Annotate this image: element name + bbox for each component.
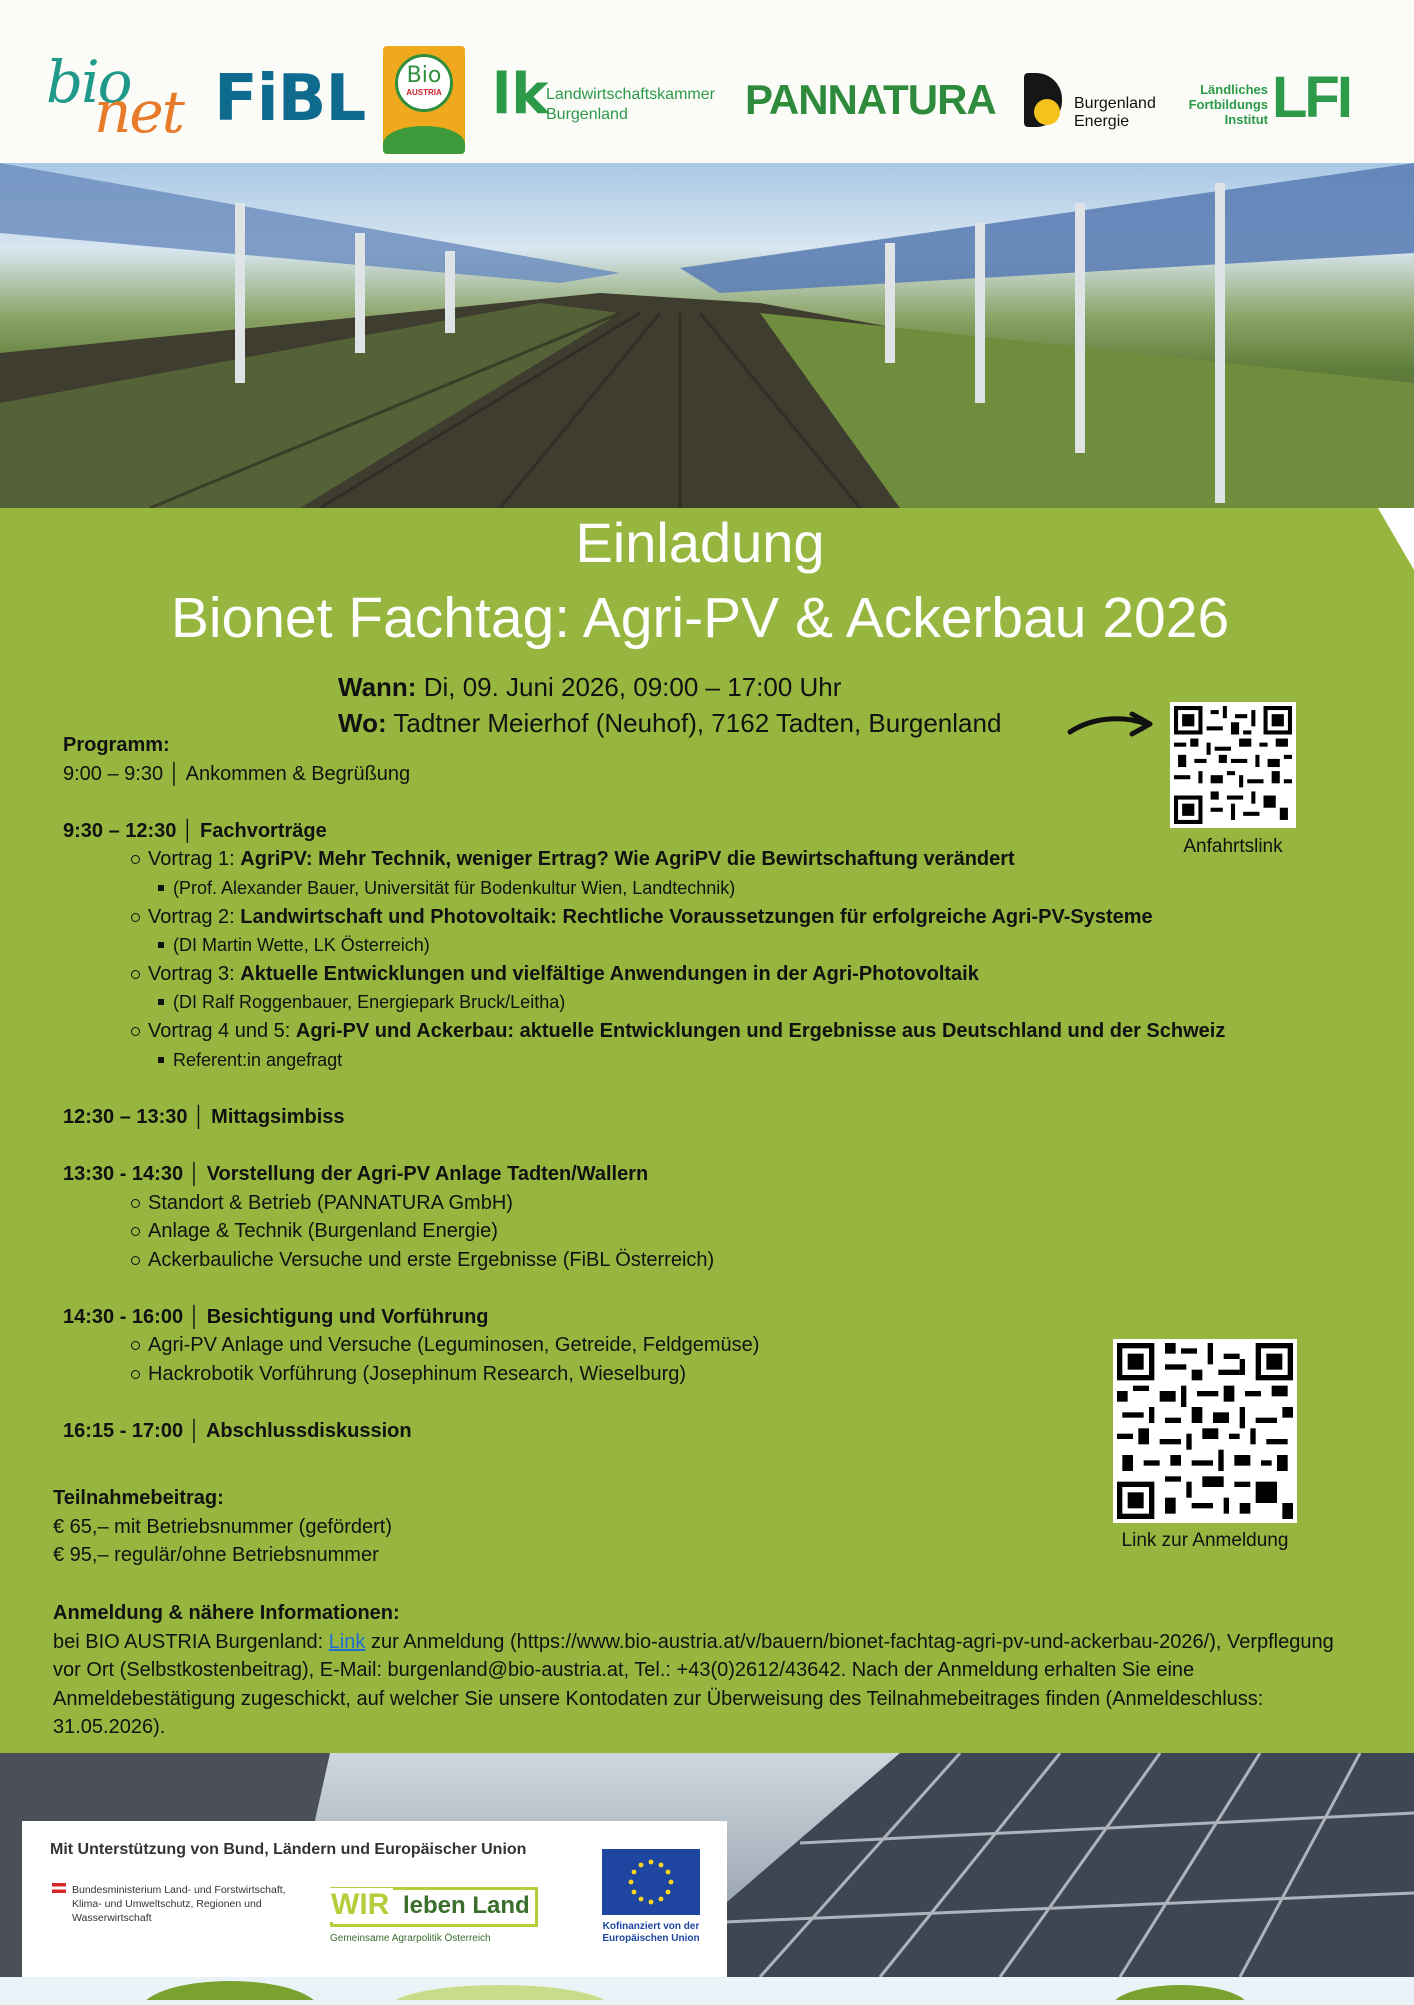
wir-leben-land-logo	[330, 1887, 538, 1927]
talk-3	[63, 960, 1343, 989]
talk-4-speaker: Referent:in angefragt	[63, 1046, 1343, 1075]
program-slot-5: 14:30 - 16:00 │ Besichtigung und Vorführung	[63, 1305, 489, 1328]
slot-5-item: Agri-PV Anlage und Versuche (Leguminosen, Getreide, Feldgemüse)	[63, 1331, 1343, 1360]
talk-1-title: AgriPV: Mehr Technik, weniger Ertrag? Wie AgriPV die Bewirtschaftung verändert	[240, 848, 1015, 871]
event-title: Bionet Fachtag: Agri-PV & Ackerbau 2026	[170, 586, 1230, 650]
slot-4-item: Anlage & Technik (Burgenland Energie)	[63, 1217, 1343, 1246]
fee-line-1: € 65,– mit Betriebsnummer (gefördert)	[53, 1515, 393, 1538]
ministry-name: Bundesministerium Land- und Forstwirtschaft, Klima- und Umweltschutz, Regionen und Wasserwirtschaft	[72, 1884, 286, 1924]
program-slot-3: 12:30 – 13:30 │ Mittagsimbiss	[63, 1105, 345, 1128]
lfi-line1: Ländliches	[1200, 82, 1268, 97]
registration-link[interactable]: Link	[328, 1630, 366, 1653]
lk-line1: Landwirtschaftskammer	[546, 86, 715, 103]
event-when	[338, 672, 841, 703]
directions-qr-label: Anfahrtslink	[1183, 836, 1283, 857]
slot-4-item: Standort & Betrieb (PANNATURA GmbH)	[63, 1189, 1343, 1218]
where-label: Wo:	[338, 708, 387, 738]
lk-mark: lk	[492, 62, 549, 127]
burgenland-energie-line1: Burgenland	[1074, 95, 1156, 112]
bottom-strip	[0, 1977, 1414, 2000]
burgenland-energie-logo	[1024, 73, 1164, 129]
eu-flag-icon	[602, 1849, 700, 1915]
program-slot-1	[63, 760, 1343, 789]
qr-code-icon	[1117, 1343, 1293, 1519]
talk-4	[63, 1017, 1343, 1046]
fee-line-2: € 95,– regulär/ohne Betriebsnummer	[53, 1544, 379, 1567]
lfi-mark: LFI	[1272, 65, 1350, 130]
bionet-logo	[46, 48, 186, 146]
fee-heading: Teilnahmebeitrag:	[53, 1487, 224, 1509]
when-label: Wann:	[338, 672, 417, 702]
hero-photo-illustration	[0, 163, 1414, 508]
pannatura-logo: PANNATURA	[745, 76, 996, 123]
talk-2-prefix: Vortrag 2:	[148, 905, 241, 928]
talk-4-title: Agri-PV und Ackerbau: aktuelle Entwicklungen und Ergebnisse aus Deutschland und der Schweiz	[295, 1019, 1226, 1042]
talk-4-prefix: Vortrag 4 und 5:	[148, 1019, 296, 1042]
eu-stars-icon	[602, 1849, 700, 1915]
bionet-logo-bottom: net	[94, 78, 183, 146]
wir-logo-a: WIR	[327, 1888, 393, 1922]
eu-cofinanced-label: Kofinanziert von der Europäischen Union	[602, 1921, 700, 1944]
fibl-logo: FiBL	[214, 62, 366, 136]
talk-2-title: Landwirtschaft und Photovoltaik: Rechtliche Voraussetzungen für erfolgreiche Agri-PV-Systeme	[240, 905, 1153, 928]
hills-illustration	[0, 1977, 1414, 2000]
logo-bar	[0, 0, 1414, 163]
bio-austria-disc	[395, 54, 453, 112]
talk-3-title: Aktuelle Entwicklungen und vielfältige Anwendungen in der Agri-Photovoltaik	[240, 962, 979, 985]
hero-photo	[0, 163, 1414, 508]
bio-austria-logo	[383, 46, 465, 154]
program-heading: Programm:	[63, 734, 170, 756]
talk-2	[63, 903, 1343, 932]
wir-logo-b: leben Land	[403, 1892, 530, 1919]
talk-1	[63, 845, 1343, 874]
burgenland-energie-dot	[1034, 99, 1060, 125]
slot-1-title: Ankommen & Begrüßung	[181, 762, 411, 785]
funding-heading: Mit Unterstützung von Bund, Ländern und Europäischer Union	[50, 1841, 527, 1858]
slot-4-item: Ackerbauliche Versuche und erste Ergebnisse (FiBL Österreich)	[63, 1246, 1343, 1275]
when-value: Di, 09. Juni 2026, 09:00 – 17:00 Uhr	[416, 672, 842, 702]
registration-qr-label: Link zur Anmeldung	[1121, 1530, 1289, 1551]
lfi-line2: Fortbildungs	[1188, 97, 1268, 112]
burgenland-energie-line2: Energie	[1074, 113, 1130, 130]
bio-austria-hill	[383, 126, 465, 154]
talk-2-speaker: (DI Martin Wette, LK Österreich)	[63, 931, 1343, 960]
program-slot-2: 9:30 – 12:30 │ Fachvorträge	[63, 819, 327, 842]
talk-1-speaker: (Prof. Alexander Bauer, Universität für Bodenkultur Wien, Landtechnik)	[63, 874, 1343, 903]
registration-text	[53, 1628, 1343, 1742]
lfi-logo	[1180, 62, 1370, 132]
invitation-title: Einladung	[575, 511, 825, 574]
lfi-line3: Institut	[1224, 112, 1268, 127]
where-value: Tadtner Meierhof (Neuhof), 7162 Tadten, Burgenland	[386, 708, 1002, 738]
bio-austria-main: Bio	[406, 63, 442, 88]
slot-1-time: 9:00 – 9:30 │	[63, 762, 182, 785]
talk-3-prefix: Vortrag 3:	[148, 962, 241, 985]
talk-1-prefix: Vortrag 1:	[148, 848, 241, 871]
registration-body: zur Anmeldung (https://www.bio-austria.at/v/bauern/bionet-fachtag-agri-pv-und-ackerbau-2026/), Verpflegung vor Ort (Selbstkostenbeitrag), E-Mail: burgenland@bio-austria.at, Tel.: +43(0)2612/43642. Nach der Anmeldung erhalten Sie eine Anmeldebestätigung zugeschickt, auf welcher Sie unsere Kontodaten zur Überweisung des Teilnahmebeitrages finden (Anmeldeschluss: 31.05.2026).	[53, 1630, 1334, 1739]
bionet-logo-top: bio	[46, 48, 131, 116]
funding-box	[22, 1821, 727, 1977]
bio-austria-sub: AUSTRIA	[406, 88, 442, 97]
registration-prefix: bei BIO AUSTRIA Burgenland:	[53, 1630, 329, 1653]
program-slot-6: 16:15 - 17:00 │ Abschlussdiskussion	[63, 1420, 412, 1443]
registration-block	[53, 1599, 1343, 1742]
lk-line2: Burgenland	[546, 106, 628, 123]
registration-qr-code[interactable]	[1113, 1339, 1297, 1523]
registration-heading: Anmeldung & nähere Informationen:	[53, 1602, 400, 1624]
wir-leben-land-sub: Gemeinsame Agrarpolitik Österreich	[330, 1933, 491, 1944]
fee-block	[53, 1484, 753, 1570]
talk-3-speaker: (DI Ralf Roggenbauer, Energiepark Bruck/Leitha)	[63, 988, 1343, 1017]
slot-5-item: Hackrobotik Vorführung (Josephinum Research, Wieselburg)	[63, 1360, 1343, 1389]
program-slot-4: 13:30 - 14:30 │ Vorstellung der Agri-PV Anlage Tadten/Wallern	[63, 1162, 649, 1185]
